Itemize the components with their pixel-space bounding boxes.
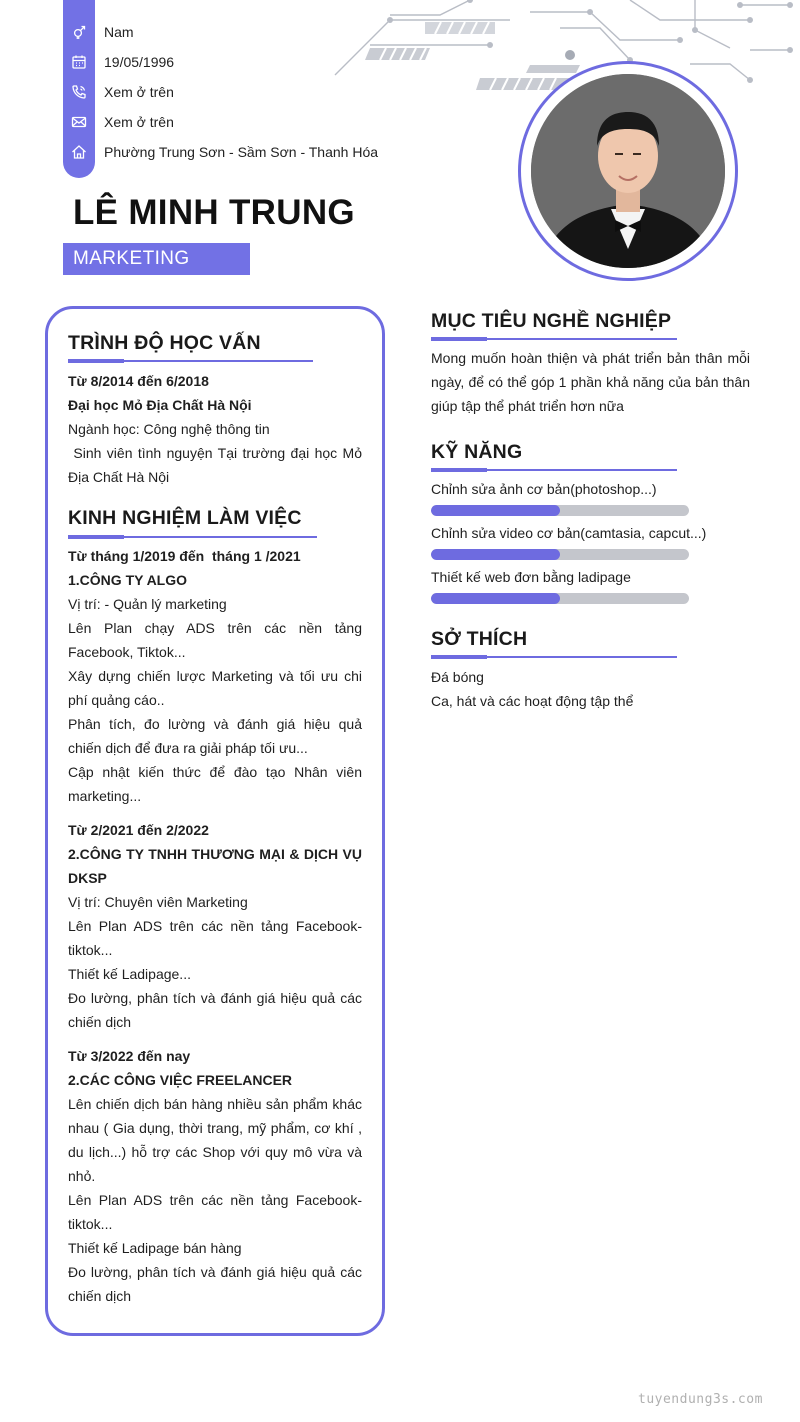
address-text: Phường Trung Sơn - Sầm Sơn - Thanh Hóa [104, 144, 379, 160]
skill-bar [431, 593, 689, 604]
objective-rule [431, 338, 677, 340]
contact-phone [63, 77, 378, 107]
phone-icon [63, 77, 95, 107]
skills-title: KỸ NĂNG [431, 441, 523, 463]
education-major: Ngành học: Công nghệ thông tin [68, 421, 270, 437]
hobby-item: Ca, hát và các hoạt động tập thể [431, 693, 634, 709]
job-period: Từ tháng 1/2019 đến tháng 1 /2021 [68, 548, 301, 564]
skill-bar-fill [431, 549, 560, 560]
email-text: Xem ở trên [104, 114, 174, 130]
envelope-icon [63, 107, 95, 137]
hobbies-list [431, 665, 750, 713]
contact-birthdate [63, 47, 378, 77]
experience-rule [68, 536, 317, 538]
job-duty: Xây dựng chiến lược Marketing và tối ưu chi phí quảng cáo.. [68, 668, 362, 708]
hobbies-rule [431, 656, 677, 658]
job-1 [68, 544, 362, 808]
education-title: TRÌNH ĐỘ HỌC VẤN [68, 332, 261, 354]
job-position: Vị trí: Chuyên viên Marketing [68, 894, 248, 910]
contact-email [63, 107, 378, 137]
job-position: Vị trí: - Quản lý marketing [68, 596, 227, 612]
education-section [68, 369, 366, 489]
skill-bar-fill [431, 593, 560, 604]
skill-label: Thiết kế web đơn bằng ladipage [431, 569, 631, 585]
birthdate-text: 19/05/1996 [104, 54, 175, 70]
job-duty: Thiết kế Ladipage... [68, 966, 191, 982]
profile-photo-frame [518, 61, 738, 281]
calendar-icon [63, 47, 95, 77]
objective-text: Mong muốn hoàn thiện và phát triển bản thân mỗi ngày, để có thể góp 1 phần khả năng của bản thân giúp tập thể phát triển hơn nữa [431, 350, 750, 414]
job-2 [68, 818, 362, 1034]
job-period: Từ 2/2021 đến 2/2022 [68, 822, 209, 838]
hobby-item: Đá bóng [431, 669, 484, 685]
job-company: 2.CÔNG TY TNHH THƯƠNG MẠI & DỊCH VỤ DKSP [68, 846, 362, 886]
phone-text: Xem ở trên [104, 84, 174, 100]
job-duty: Lên Plan ADS trên các nền tảng Facebook-tiktok... [68, 918, 362, 958]
job-company: 2.CÁC CÔNG VIỆC FREELANCER [68, 1072, 293, 1088]
job-duty: Phân tích, đo lường và đánh giá hiệu quả chiến dịch để đưa ra giải pháp tối ưu... [68, 716, 362, 756]
contact-gender [63, 17, 378, 47]
job-duty: Cập nhật kiến thức để đào tạo Nhân viên marketing... [68, 764, 362, 804]
job-duty: Đo lường, phân tích và đánh giá hiệu quả các chiến dịch [68, 990, 362, 1030]
candidate-name: LÊ MINH TRUNG [73, 193, 355, 232]
skills-rule [431, 469, 677, 471]
gender-icon [63, 17, 95, 47]
watermark: tuyendung3s.com [638, 1392, 763, 1407]
skill-bar [431, 549, 689, 560]
home-icon [63, 137, 95, 167]
job-period: Từ 3/2022 đến nay [68, 1048, 191, 1064]
job-duty: Lên chiến dịch bán hàng nhiều sản phẩm khác nhau ( Gia dụng, thời trang, mỹ phẩm, cơ khí , du lịch...) hỗ trợ các Shop với quy mô vừa và nhỏ. [68, 1096, 362, 1184]
job-duty: Lên Plan ADS trên các nền tảng Facebook-tiktok... [68, 1192, 362, 1232]
objective-title: MỤC TIÊU NGHỀ NGHIỆP [431, 310, 672, 332]
gender-text: Nam [104, 24, 134, 40]
job-duty: Lên Plan chạy ADS trên các nền tảng Facebook, Tiktok... [68, 620, 362, 660]
job-company: 1.CÔNG TY ALGO [68, 572, 188, 588]
contact-list [63, 17, 378, 167]
skill-label: Chỉnh sửa video cơ bản(camtasia, capcut...) [431, 525, 707, 541]
profile-photo [531, 74, 725, 268]
role-badge: MARKETING [63, 243, 250, 275]
education-rule [68, 360, 313, 362]
skill-label: Chỉnh sửa ảnh cơ bản(photoshop...) [431, 481, 657, 497]
experience-title: KINH NGHIỆM LÀM VIỆC [68, 507, 302, 529]
education-school: Đại học Mỏ Địa Chất Hà Nội [68, 397, 252, 413]
education-note: Sinh viên tình nguyện Tại trường đại học Mỏ Địa Chất Hà Nội [68, 445, 366, 485]
job-duty: Đo lường, phân tích và đánh giá hiệu quả các chiến dịch [68, 1264, 362, 1304]
education-period: Từ 8/2014 đến 6/2018 [68, 373, 209, 389]
contact-address [63, 137, 378, 167]
job-3 [68, 1044, 362, 1308]
skill-bar [431, 505, 689, 516]
job-duty: Thiết kế Ladipage bán hàng [68, 1240, 242, 1256]
skill-bar-fill [431, 505, 560, 516]
hobbies-title: SỞ THÍCH [431, 628, 528, 650]
